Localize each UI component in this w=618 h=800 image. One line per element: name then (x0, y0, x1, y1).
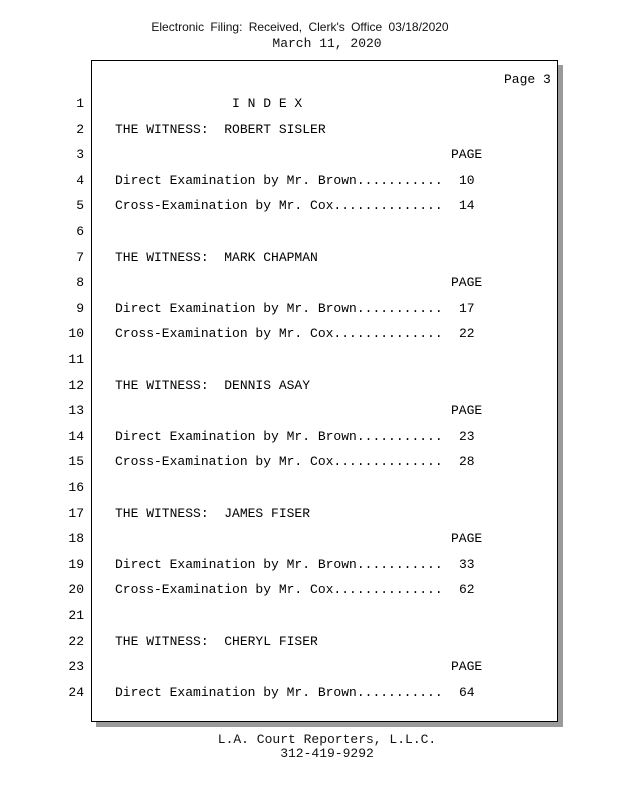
line-number: 23 (68, 659, 84, 674)
line-number: 3 (76, 147, 84, 162)
line-number: 2 (76, 122, 84, 137)
transcript-line (0, 403, 618, 421)
line-number: 4 (76, 173, 84, 188)
line-text: Cross-Examination by Mr. Cox.............. (115, 582, 443, 597)
page-column-header: PAGE (451, 147, 483, 162)
line-text: Direct Examination by Mr. Brown........... (115, 429, 443, 444)
line-number: 5 (76, 198, 84, 213)
page-reference: 23 (459, 429, 475, 444)
transcript-line (0, 454, 618, 472)
line-number: 20 (68, 582, 84, 597)
line-number: 22 (68, 634, 84, 649)
page-column-header: PAGE (451, 275, 483, 290)
line-text: Direct Examination by Mr. Brown........... (115, 557, 443, 572)
transcript-line (0, 96, 618, 114)
transcript-line (0, 429, 618, 447)
line-text: THE WITNESS: ROBERT SISLER (115, 122, 326, 137)
line-number: 19 (68, 557, 84, 572)
page-column-header: PAGE (451, 531, 483, 546)
line-text: THE WITNESS: CHERYL FISER (115, 634, 318, 649)
transcript-line (0, 326, 618, 344)
line-number: 21 (68, 608, 84, 623)
transcript-line (0, 506, 618, 524)
page-reference: 14 (459, 198, 475, 213)
transcript-line (0, 147, 618, 165)
line-number: 1 (76, 96, 84, 111)
transcript-line (0, 480, 618, 498)
line-text: Cross-Examination by Mr. Cox.............. (115, 326, 443, 341)
line-number: 11 (68, 352, 84, 367)
line-number: 14 (68, 429, 84, 444)
transcript-line (0, 173, 618, 191)
transcript-line (0, 224, 618, 242)
page-reference: 10 (459, 173, 475, 188)
transcript-line (0, 685, 618, 703)
line-number: 17 (68, 506, 84, 521)
transcript-date: March 11, 2020 (272, 36, 382, 51)
filing-stamp: Electronic Filing: Received, Clerk's Office 03/18/2020 (151, 20, 449, 34)
page-reference: 17 (459, 301, 475, 316)
transcript-line (0, 352, 618, 370)
page-column-header: PAGE (451, 659, 483, 674)
footer-company: L.A. Court Reporters, L.L.C. (217, 732, 437, 747)
line-number: 10 (68, 326, 84, 341)
transcript-line (0, 608, 618, 626)
transcript-line (0, 378, 618, 396)
line-text: THE WITNESS: DENNIS ASAY (115, 378, 311, 393)
line-text: Cross-Examination by Mr. Cox.............. (115, 454, 443, 469)
line-text: THE WITNESS: MARK CHAPMAN (115, 250, 318, 265)
transcript-line (0, 301, 618, 319)
transcript-line (0, 659, 618, 677)
page-reference: 33 (459, 557, 475, 572)
page-column-header: PAGE (451, 403, 483, 418)
line-text: Direct Examination by Mr. Brown........... (115, 301, 443, 316)
line-text: Direct Examination by Mr. Brown........... (115, 685, 443, 700)
line-number: 24 (68, 685, 84, 700)
transcript-line (0, 122, 618, 140)
page-reference: 22 (459, 326, 475, 341)
line-number: 6 (76, 224, 84, 239)
page-reference: 64 (459, 685, 475, 700)
line-number: 7 (76, 250, 84, 265)
line-text: THE WITNESS: JAMES FISER (115, 506, 311, 521)
line-number: 13 (68, 403, 84, 418)
line-number: 15 (68, 454, 84, 469)
transcript-line (0, 634, 618, 652)
line-number: 8 (76, 275, 84, 290)
line-number: 9 (76, 301, 84, 316)
transcript-line (0, 275, 618, 293)
transcript-line (0, 250, 618, 268)
line-text: I N D E X (115, 96, 303, 111)
line-text: Cross-Examination by Mr. Cox.............. (115, 198, 443, 213)
line-number: 12 (68, 378, 84, 393)
page-number-label: Page 3 (504, 72, 551, 87)
line-number: 18 (68, 531, 84, 546)
footer-phone: 312-419-9292 (280, 746, 374, 761)
page-reference: 62 (459, 582, 475, 597)
transcript-line (0, 531, 618, 549)
line-text: Direct Examination by Mr. Brown........... (115, 173, 443, 188)
page-reference: 28 (459, 454, 475, 469)
line-number: 16 (68, 480, 84, 495)
transcript-line (0, 582, 618, 600)
transcript-line (0, 557, 618, 575)
transcript-line (0, 198, 618, 216)
